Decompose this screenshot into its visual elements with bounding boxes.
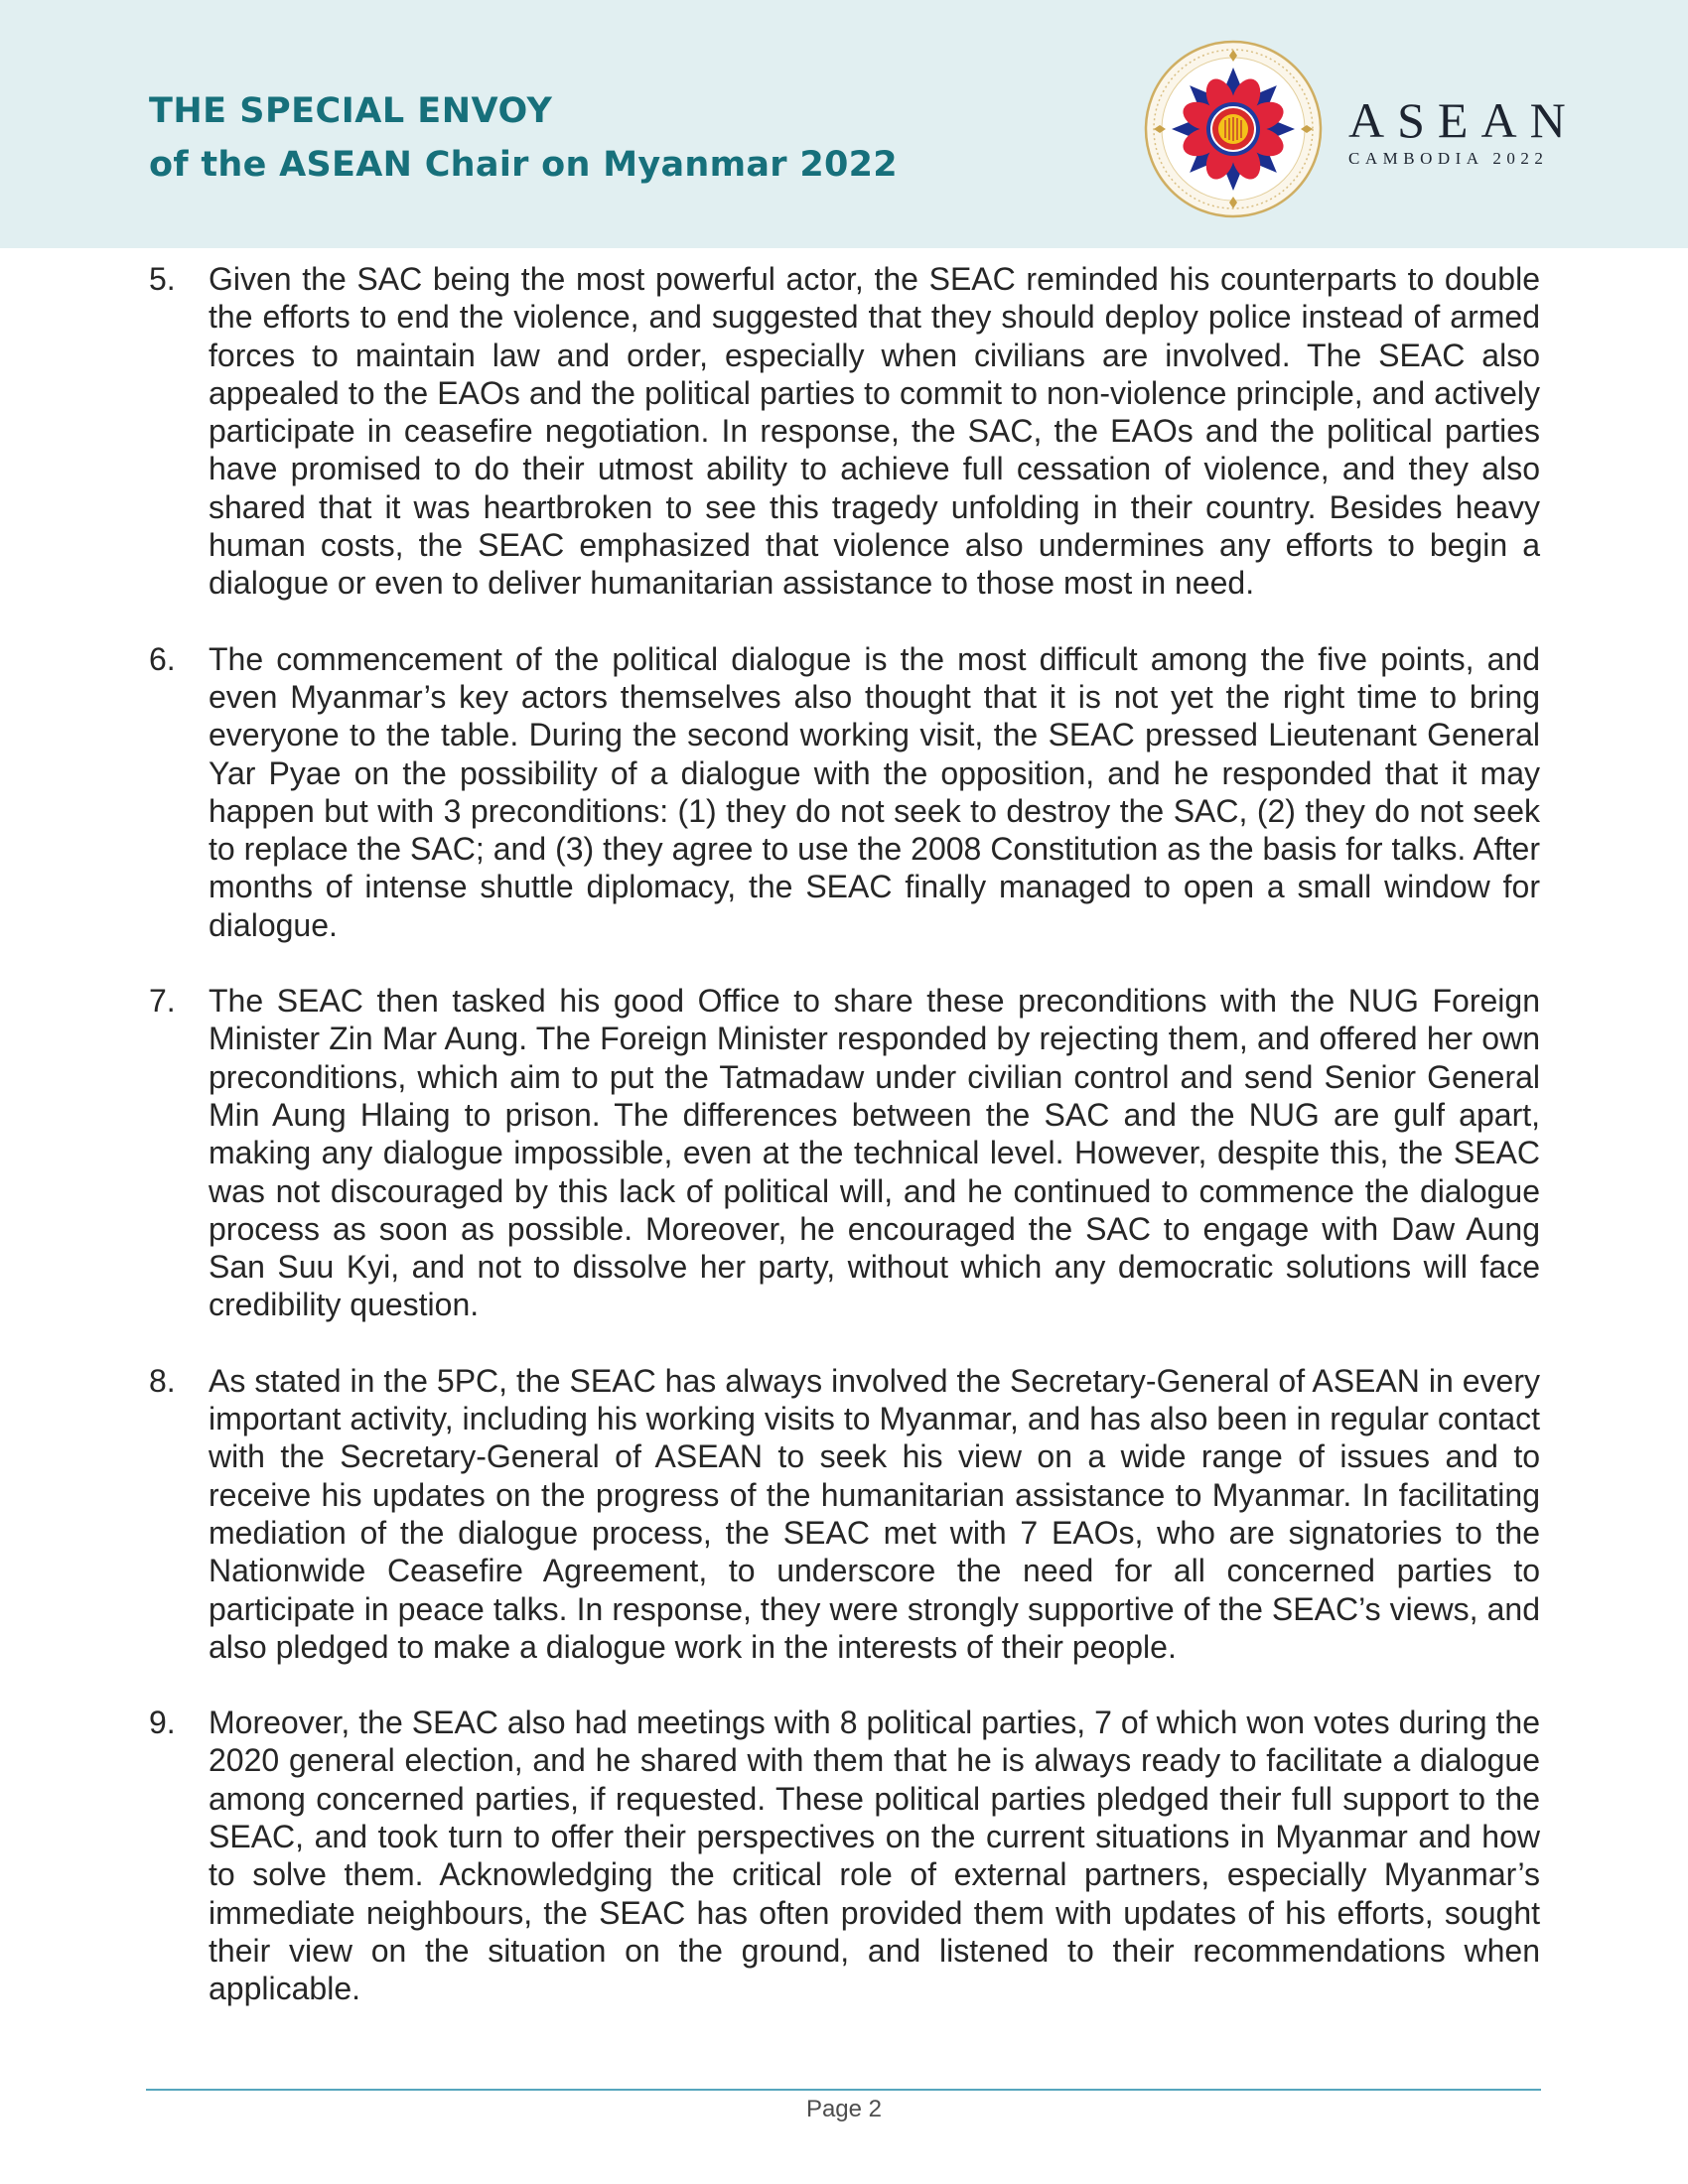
page-header <box>0 0 1688 248</box>
envoy-title: THE SPECIAL ENVOY <box>149 91 553 131</box>
numbered-paragraph-list <box>149 260 1540 2045</box>
paragraph-7 <box>149 982 1540 1324</box>
paragraph-8 <box>149 1362 1540 1666</box>
paragraph-5 <box>149 260 1540 603</box>
paragraph-9 <box>149 1704 1540 2007</box>
paragraph-text: Moreover, the SEAC also had meetings with 8 political parties, 7 of which won votes during the 2020 general election, and he shared with them that he is always ready to facilitate a dialogue among concerned parties, if requested. These political parties pledged their full support to the SEAC, and took turn to offer their perspectives on the current situations in Myanmar and how to solve them. Acknowledging the critical role of external partners, especially Myanmar’s immediate neighbours, the SEAC has often provided them with updates of his efforts, sought their view on the situation on the ground, and listened to their recommendations when applicable. <box>209 1705 1540 2007</box>
envoy-subtitle: of the ASEAN Chair on Myanmar 2022 <box>149 145 898 185</box>
paragraph-number: 7. <box>149 983 176 1020</box>
cambodia-2022-wordmark: CAMBODIA 2022 <box>1348 149 1549 168</box>
paragraph-text: The commencement of the political dialogue is the most difficult among the five points, and even Myanmar’s key actors themselves also thought that it is not yet the right time to bring everyone to the table. During the second working visit, the SEAC pressed Lieutenant General Yar Pyae on the possibility of a dialogue with the opposition, and he responded that it may happen but with 3 preconditions: (1) they do not seek to destroy the SAC, (2) they do not seek to replace the SAC; and (3) they agree to use the 2008 Constitution as the basis for talks. After months of intense shuttle diplomacy, the SEAC finally managed to open a small window for dialogue. <box>209 640 1540 943</box>
paragraph-text: As stated in the 5PC, the SEAC has always involved the Secretary-General of ASEAN in every important activity, including his working visits to Myanmar, and has also been in regular contact with the Secretary-General of ASEAN to seek his view on a wide range of issues and to receive his updates on the progress of the humanitarian assistance to Myanmar. In facilitating mediation of the dialogue process, the SEAC met with 7 EAOs, who are signatories to the Nationwide Ceasefire Agreement, to underscore the need for all concerned parties to participate in peace talks. In response, they were strongly supportive of the SEAC’s views, and also pledged to make a dialogue work in the interests of their people. <box>209 1362 1540 1665</box>
footer-divider <box>146 2089 1541 2091</box>
asean-cambodia-2022-emblem-icon <box>1144 40 1323 218</box>
paragraph-text: The SEAC then tasked his good Office to share these preconditions with the NUG Foreign Minister Zin Mar Aung. The Foreign Minister responded by rejecting them, and offered her own preconditions, which aim to put the Tatmadaw under civilian control and send Senior General Min Aung Hlaing to prison. The differences between the SAC and the NUG are gulf apart, making any dialogue impossible, even at the technical level. However, despite this, the SEAC was not discouraged by this lack of political will, and he continued to commence the dialogue process as soon as possible. Moreover, he encouraged the SAC to engage with Daw Aung San Suu Kyi, and not to dissolve her party, without which any democratic solutions will face credibility question. <box>209 983 1540 1323</box>
paragraph-number: 8. <box>149 1362 176 1399</box>
paragraph-6 <box>149 640 1540 944</box>
page-number: Page 2 <box>805 2096 883 2122</box>
paragraph-number: 5. <box>149 261 176 297</box>
paragraph-number: 9. <box>149 1705 176 1741</box>
asean-wordmark: ASEAN <box>1348 92 1579 148</box>
paragraph-number: 6. <box>149 640 176 677</box>
paragraph-text: Given the SAC being the most powerful actor, the SEAC reminded his counterparts to double the efforts to end the violence, and suggested that they should deploy police instead of armed forces to maintain law and order, especially when civilians are involved. The SEAC also appealed to the EAOs and the political parties to commit to non-violence principle, and actively participate in ceasefire negotiation. In response, the SAC, the EAOs and the political parties have promised to do their utmost ability to achieve full cessation of violence, and they also shared that it was heartbroken to see this tragedy unfolding in their country. Besides heavy human costs, the SEAC emphasized that violence also undermines any efforts to begin a dialogue or even to deliver humanitarian assistance to those most in need. <box>209 261 1540 602</box>
